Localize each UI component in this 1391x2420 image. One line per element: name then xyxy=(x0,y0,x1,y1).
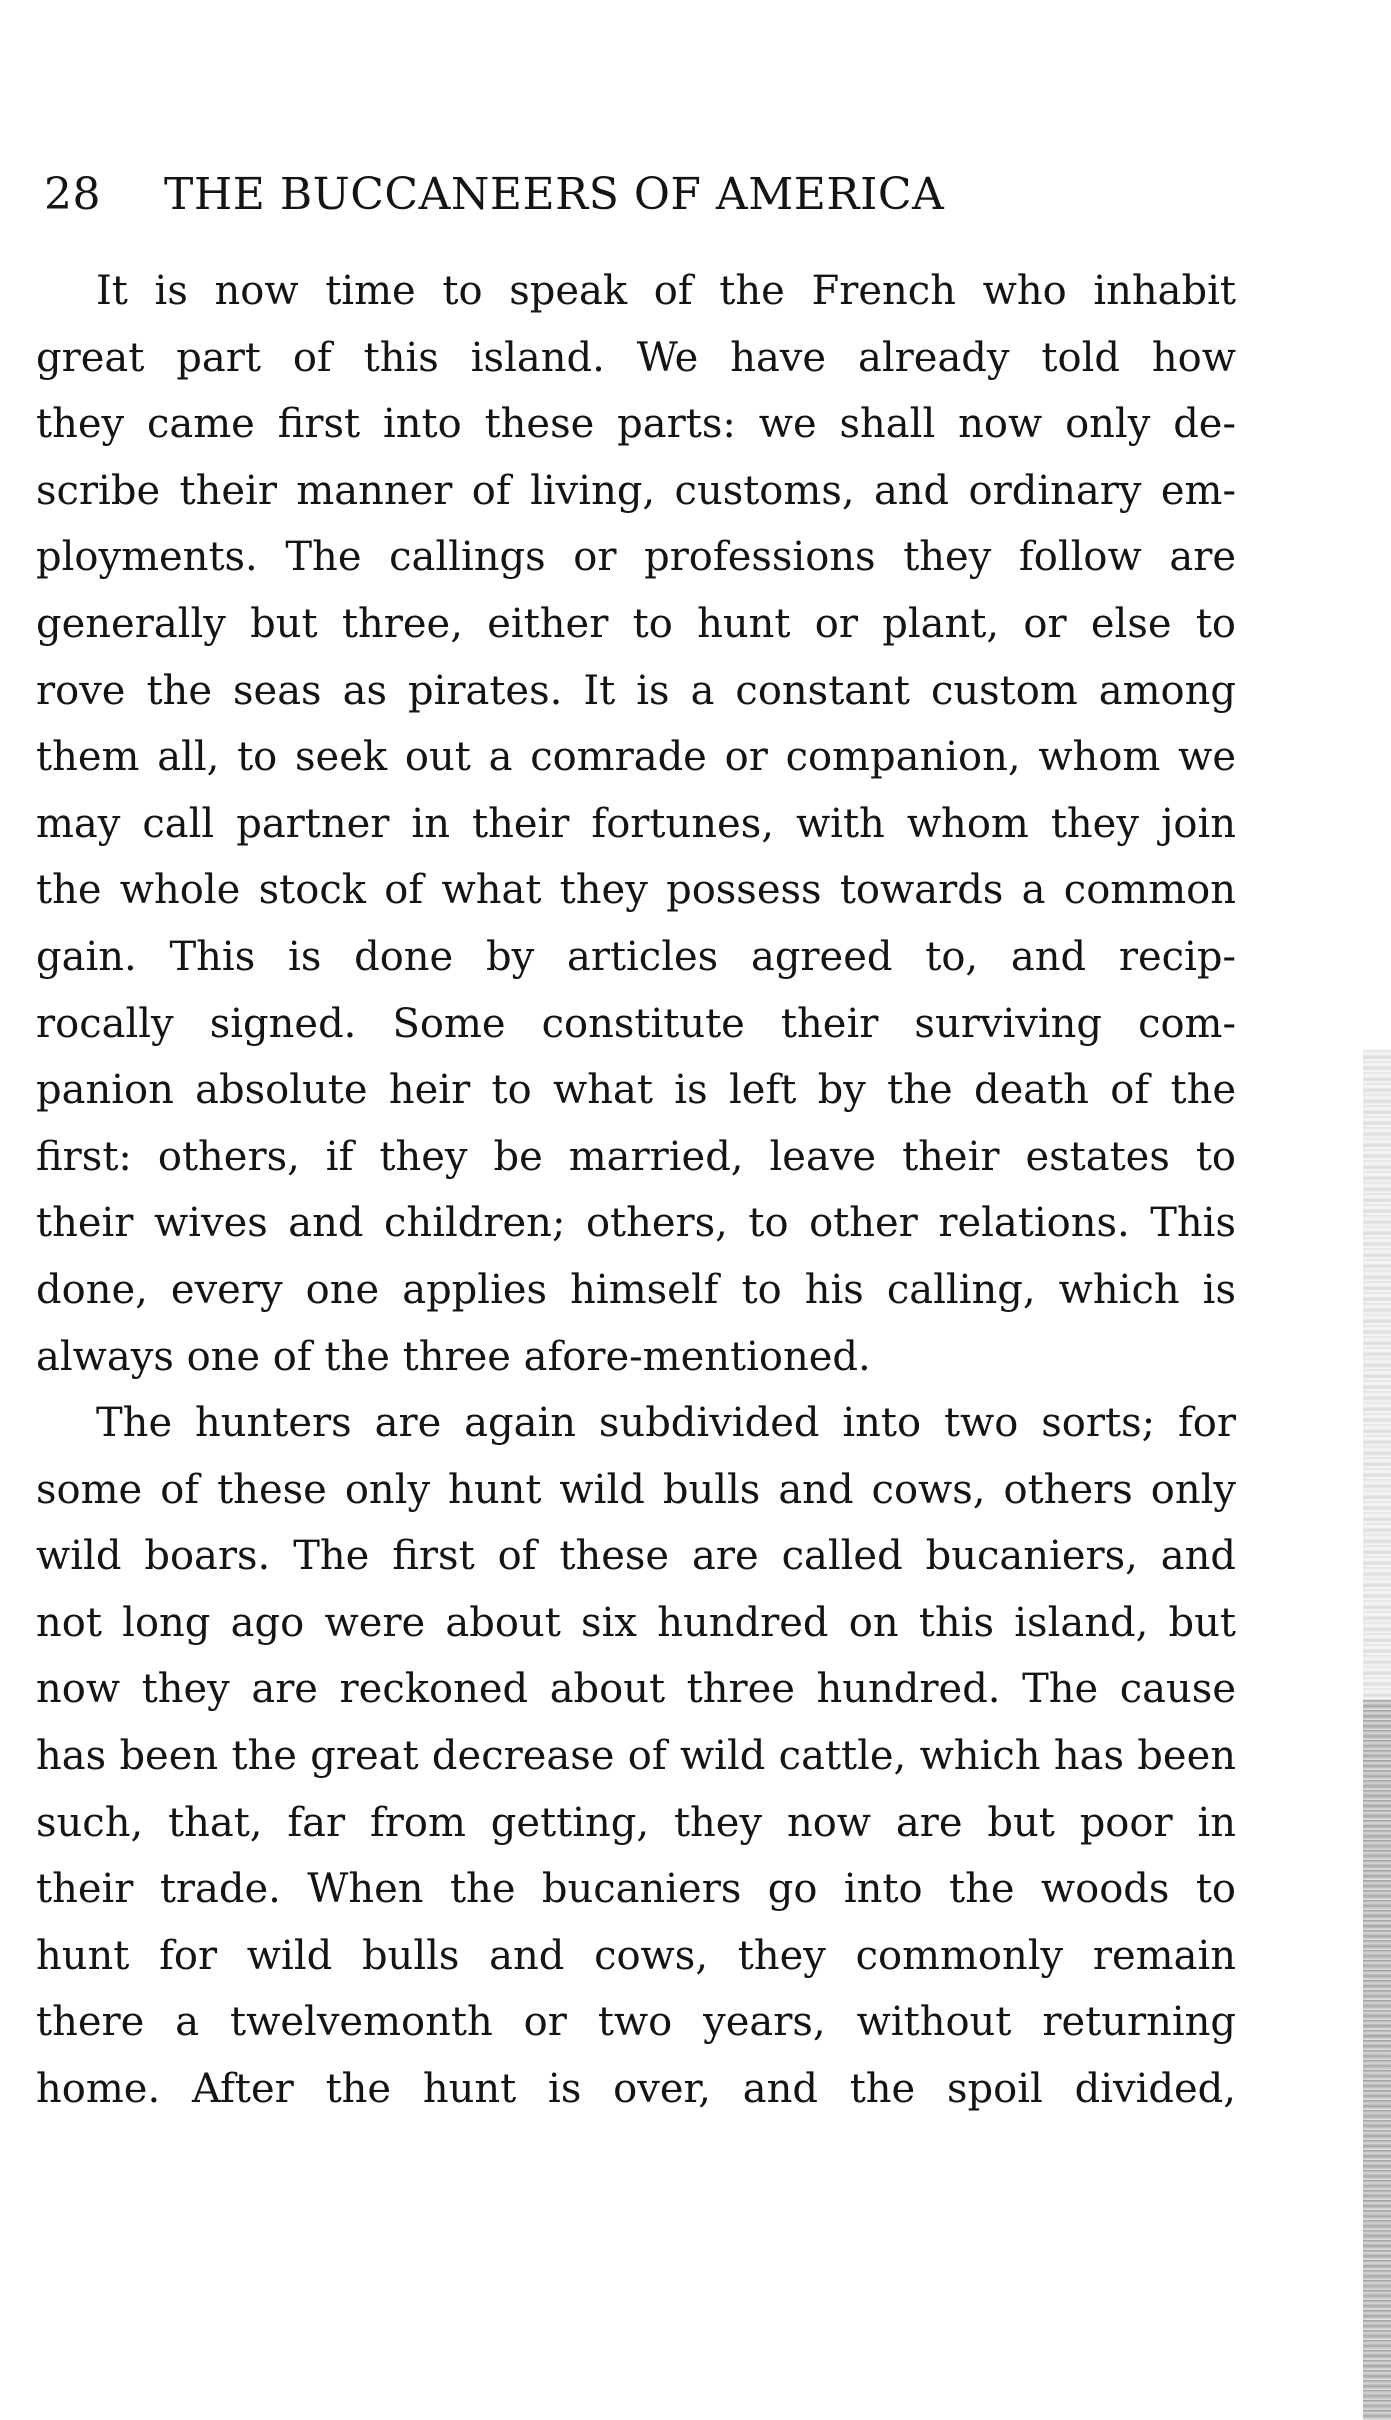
text-line: hunt for wild bulls and cows, they commonly remain xyxy=(36,1932,1236,1979)
body-text xyxy=(36,258,1236,2123)
text-line: them all, to seek out a comrade or companion, whom we xyxy=(36,734,1236,781)
page-edge-shadow-dark xyxy=(1363,1700,1391,2420)
text-line: rove the seas as pirates. It is a constant custom among xyxy=(36,667,1236,714)
text-line: wild boars. The first of these are called bucaniers, and xyxy=(36,1533,1236,1580)
text-line: their wives and children; others, to other relations. This xyxy=(36,1200,1236,1247)
running-head xyxy=(44,165,1164,225)
text-line: now they are reckoned about three hundred. The cause xyxy=(36,1666,1236,1713)
running-head-title: THE BUCCANEERS OF AMERICA xyxy=(164,169,945,220)
text-line: ployments. The callings or professions they follow are xyxy=(36,534,1236,581)
text-line: such, that, far from getting, they now are but poor in xyxy=(36,1799,1236,1846)
text-line: there a twelvemonth or two years, without returning xyxy=(36,1999,1236,2046)
text-line: the whole stock of what they possess towards a common xyxy=(36,867,1236,914)
text-line: It is now time to speak of the French who inhabit xyxy=(96,268,1236,314)
text-line: first: others, if they be married, leave their estates to xyxy=(36,1133,1236,1180)
text-line: The hunters are again subdivided into two sorts; for xyxy=(96,1400,1236,1447)
paragraph-2 xyxy=(36,1390,1236,2123)
paragraph-1 xyxy=(36,258,1236,1390)
text-line: has been the great decrease of wild cattle, which has been xyxy=(36,1733,1236,1780)
text-line: gain. This is done by articles agreed to, and recip- xyxy=(36,933,1236,980)
page-number: 28 xyxy=(44,169,101,220)
text-line: may call partner in their fortunes, with whom they join xyxy=(36,800,1236,847)
text-line: home. After the hunt is over, and the spoil divided, xyxy=(36,2066,1236,2113)
text-line: scribe their manner of living, customs, and ordinary em- xyxy=(36,467,1236,514)
text-line: generally but three, either to hunt or plant, or else to xyxy=(36,600,1236,647)
text-line: their trade. When the bucaniers go into the woods to xyxy=(36,1866,1236,1913)
text-line: great part of this island. We have already told how xyxy=(36,334,1236,381)
text-line: done, every one applies himself to his calling, which is xyxy=(36,1266,1236,1313)
text-line: they came first into these parts: we shall now only de- xyxy=(36,401,1236,448)
text-line: some of these only hunt wild bulls and cows, others only xyxy=(36,1466,1236,1513)
text-line: panion absolute heir to what is left by the death of the xyxy=(36,1067,1236,1114)
text-line: always one of the three afore-mentioned. xyxy=(36,1333,871,1380)
text-line: not long ago were about six hundred on this island, but xyxy=(36,1599,1236,1646)
text-line: rocally signed. Some constitute their surviving com- xyxy=(36,1000,1236,1047)
